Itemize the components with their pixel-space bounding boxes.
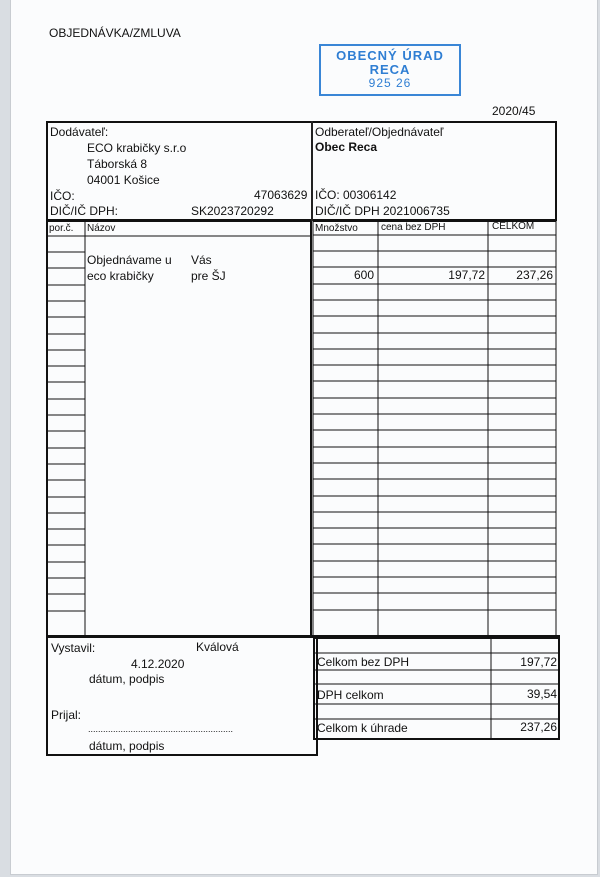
item-desc-2a: eco krabičky [87,269,154,283]
vat-total-label: DPH celkom [317,688,384,702]
stamp-line-3: 925 26 [368,76,412,90]
supplier-label: Dodávateľ: [50,125,109,139]
issued-date: 4.12.2020 [131,657,185,671]
received-label: Prijal: [51,708,82,722]
supplier-city: 04001 Košice [87,173,160,187]
stamp-line-2: RECA [369,62,411,77]
stamp-line-1: OBECNÝ ÚRAD [336,48,444,63]
item-desc-1a: Objednávame u [87,253,172,267]
supplier-dic-label: DIČ/IČ DPH: [50,204,119,218]
due-total-value: 237,26 [520,720,557,734]
date-sign-label-1: dátum, podpis [89,672,165,686]
date-sign-label-2: dátum, podpis [89,739,165,753]
document-title: OBJEDNÁVKA/ZMLUVA [49,26,181,40]
supplier-dic: SK2023720292 [191,204,274,218]
customer-ico: IČO: 00306142 [315,188,397,202]
customer-label: Odberateľ/Objednávateľ [315,125,444,139]
item-total: 237,26 [516,268,553,282]
supplier-ico: 47063629 [254,188,308,202]
header-name: Názov [87,223,116,234]
supplier-name: ECO krabičky s.r.o [87,141,187,155]
issued-by: Kválová [196,640,239,654]
item-desc-2b: pre ŠJ [191,269,226,283]
header-number: por.č. [49,223,74,234]
issued-label: Vystavil: [51,641,96,655]
supplier-ico-label: IČO: [50,189,75,203]
item-quantity: 600 [353,268,374,282]
header-quantity: Množstvo [315,223,358,234]
supplier-street: Táborská 8 [87,157,148,171]
item-desc-1b: Vás [191,253,212,267]
vat-total-value: 39,54 [526,687,557,701]
due-total-label: Celkom k úhrade [317,721,408,735]
item-price: 197,72 [448,268,485,282]
header-total: CELKOM [492,221,535,232]
customer-dic: DIČ/IČ DPH 2021006735 [315,204,450,218]
customer-name: Obec Reca [315,140,378,154]
net-total-value: 197,72 [520,655,557,669]
net-total-label: Celkom bez DPH [317,655,410,669]
header-price: cena bez DPH [381,222,446,233]
order-number: 2020/45 [492,104,536,118]
signature-dots: .......................................................... [88,724,234,734]
